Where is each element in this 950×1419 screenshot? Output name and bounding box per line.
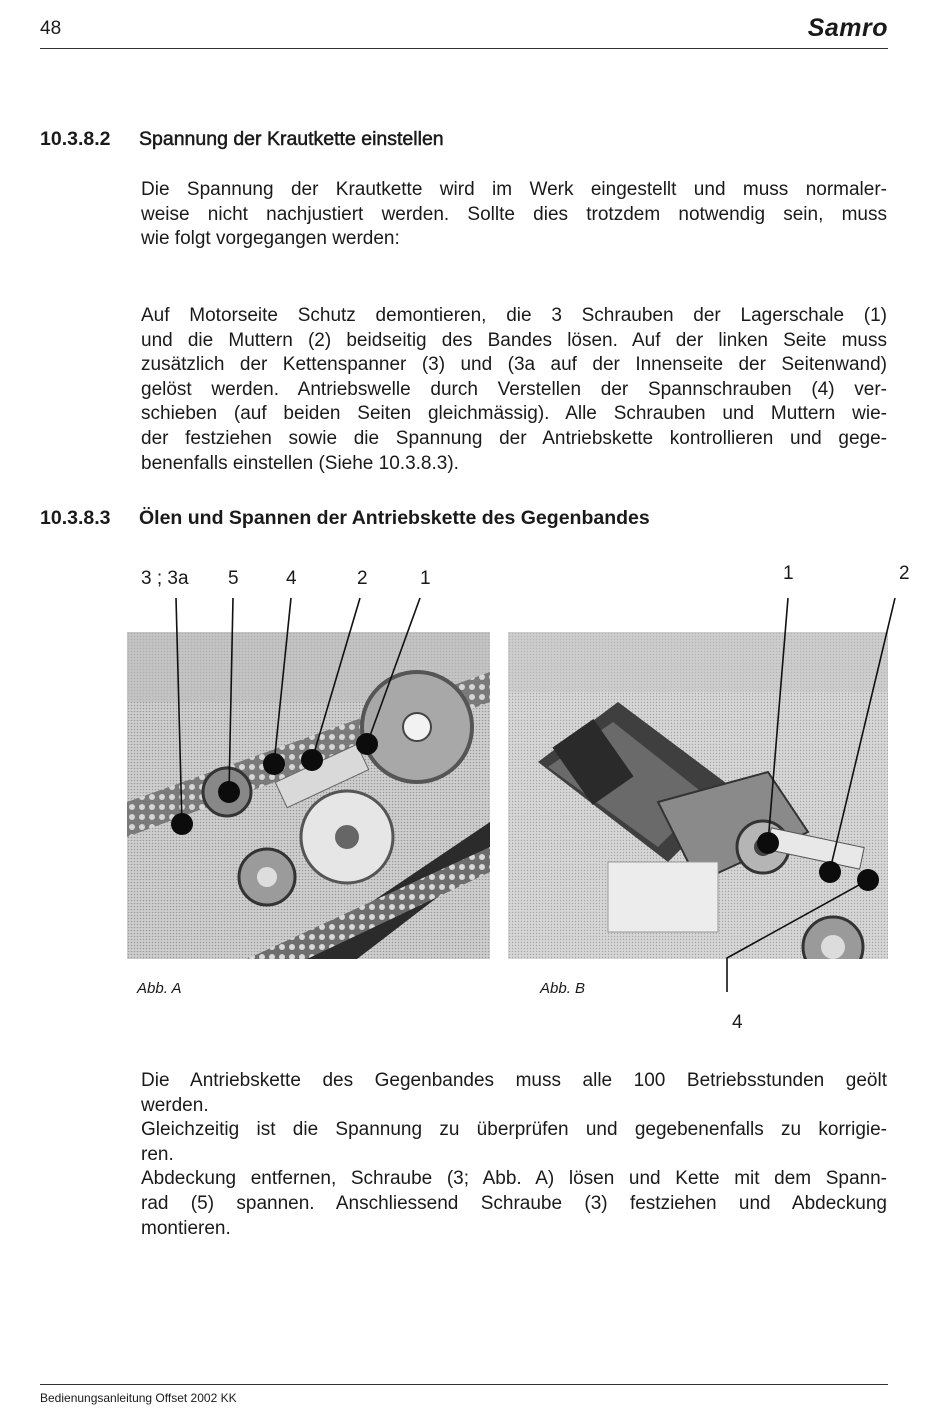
section-title: Spannung der Krautkette einstellen xyxy=(139,128,444,150)
callout-label-b-4: 4 xyxy=(732,1012,743,1033)
chain-drive-illustration xyxy=(127,632,490,959)
callout-label-3-3a: 3 ; 3a xyxy=(141,568,189,589)
text-line: Die Antriebskette des Gegenbandes muss alle 100 Betriebsstunden geölt xyxy=(141,1070,887,1091)
callout-label-2: 2 xyxy=(357,568,368,589)
section-number: 10.3.8.3 xyxy=(40,507,111,529)
section-number: 10.3.8.2 xyxy=(40,128,111,150)
text-line: schieben (auf beiden Seiten gleichmässig). Alle Schrauben und Muttern wie- xyxy=(141,403,887,425)
callout-label-1: 1 xyxy=(420,568,431,589)
figure-b-photo xyxy=(508,632,888,959)
text-line: rad (5) spannen. Anschliessend Schraube (3) festziehen und Abdeckung xyxy=(141,1192,887,1214)
section-heading-10-3-8-3 xyxy=(40,507,650,530)
text-line: gelöst werden. Antriebswelle durch Verstellen der Spannschrauben (4) ver- xyxy=(141,378,887,400)
motor-gearbox-illustration xyxy=(508,632,888,959)
callout-label-b-1: 1 xyxy=(783,563,794,584)
text-line: Auf Motorseite Schutz demontieren, die 3 Schrauben der Lagerschale (1) xyxy=(141,305,887,326)
text-line: Die Spannung der Krautkette wird im Werk eingestellt und muss normaler- xyxy=(141,179,887,200)
figure-b-caption: Abb. B xyxy=(540,980,586,997)
text-line: zusätzlich der Kettenspanner (3) und (3a auf der Innenseite der Seitenwand) xyxy=(141,354,887,376)
callout-label-5: 5 xyxy=(228,568,239,589)
paragraph-chain-oiling xyxy=(141,1069,887,1241)
figure-a-photo xyxy=(127,632,490,959)
text-line: werden. xyxy=(141,1094,209,1116)
figure-a-caption: Abb. A xyxy=(137,980,182,997)
brand-logo: Samro xyxy=(807,14,888,42)
footer-text: Bedienungsanleitung Offset 2002 KK xyxy=(40,1391,237,1405)
page-number: 48 xyxy=(40,18,62,39)
text-line: benenfalls einstellen (Siehe 10.3.8.3). xyxy=(141,452,459,474)
text-line: Gleichzeitig ist die Spannung zu überprüfen und gegebenenfalls zu korrigie- xyxy=(141,1119,887,1141)
text-line: wie folgt vorgegangen werden: xyxy=(141,228,400,250)
callout-label-b-2: 2 xyxy=(899,563,910,584)
text-line: weise nicht nachjustiert werden. Sollte dies trotzdem notwendig sein, muss xyxy=(141,203,887,225)
text-line: ren. xyxy=(141,1143,174,1165)
paragraph-factory-setting xyxy=(141,178,887,252)
text-line: montieren. xyxy=(141,1217,231,1239)
text-line: und die Muttern (2) beidseitig des Bandes lösen. Auf der linken Seite muss xyxy=(141,329,887,351)
text-line: der festziehen sowie die Spannung der Antriebskette kontrollieren und gege- xyxy=(141,427,887,449)
callout-label-4: 4 xyxy=(286,568,297,589)
text-line: Abdeckung entfernen, Schraube (3; Abb. A) lösen und Kette mit dem Spann- xyxy=(141,1168,887,1190)
section-title: Ölen und Spannen der Antriebskette des Gegenbandes xyxy=(139,507,650,529)
paragraph-procedure xyxy=(141,304,887,476)
footer-rule xyxy=(40,1384,888,1385)
section-heading-10-3-8-2 xyxy=(40,128,444,151)
header-rule xyxy=(40,48,888,49)
